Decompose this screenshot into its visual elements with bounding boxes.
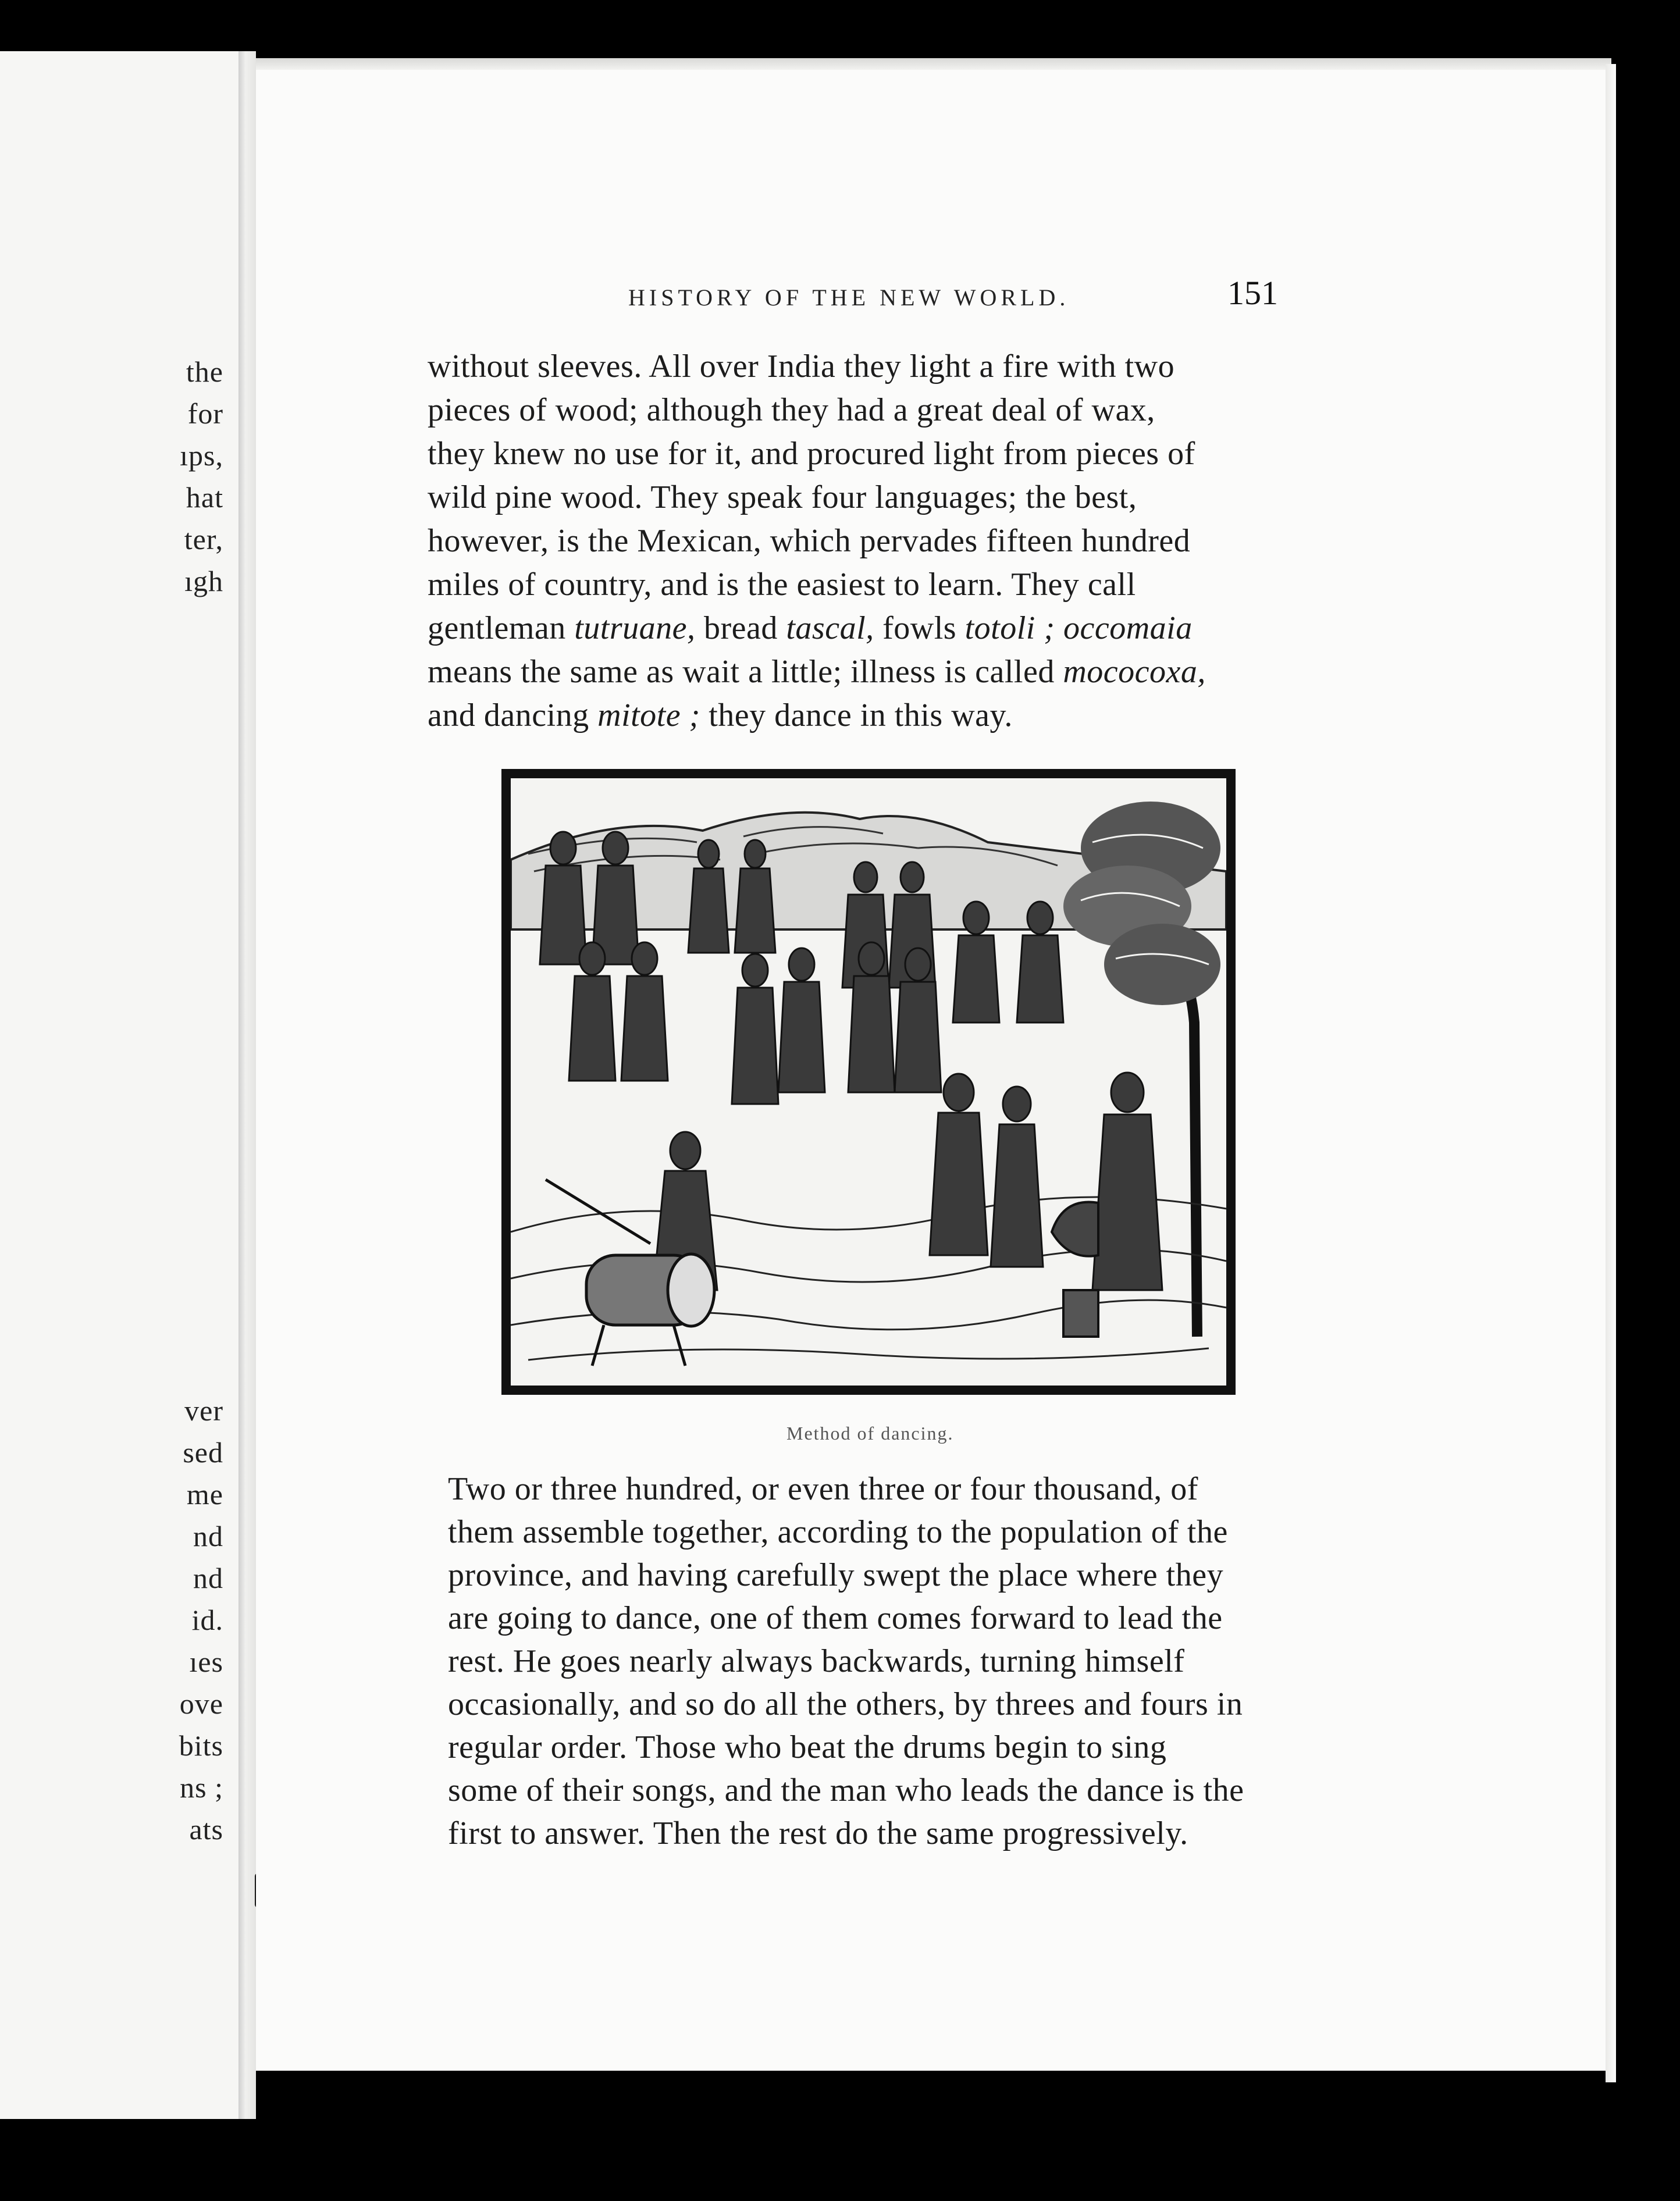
text-line: rest. He goes nearly always backwards, turning himself: [448, 1643, 1185, 1679]
text-line: [428, 653, 1206, 690]
text-line: them assemble together, according to the population of the: [448, 1514, 1228, 1550]
text-line: without sleeves. All over India they light a fire with two: [428, 348, 1175, 384]
left-fragment: ove: [179, 1687, 223, 1720]
text-line: first to answer. Then the rest do the same progressively.: [448, 1815, 1188, 1851]
page-number: 151: [1227, 274, 1278, 312]
italic-term: tutruane,: [574, 610, 696, 646]
left-facing-page: [0, 51, 239, 2119]
left-fragment: sed: [183, 1436, 223, 1469]
text-run: and dancing: [428, 697, 598, 733]
text-line: regular order. Those who beat the drums begin to sing: [448, 1729, 1167, 1765]
left-fragment: the: [186, 355, 223, 388]
text-line: occasionally, and so do all the others, by threes and fours in: [448, 1686, 1243, 1722]
left-fragment: ns ;: [180, 1771, 223, 1804]
left-fragment: ıgh: [184, 565, 223, 597]
text-line: some of their songs, and the man who leads the dance is the: [448, 1772, 1244, 1808]
left-fragment: bits: [179, 1729, 223, 1762]
italic-term: tascal,: [786, 610, 874, 646]
text-line: Two or three hundred, or even three or four thousand, of: [448, 1471, 1198, 1507]
left-fragment: ats: [189, 1813, 223, 1846]
running-head: HISTORY OF THE NEW WORLD.: [628, 284, 1070, 311]
page-top-edge: [256, 58, 1611, 71]
left-fragment: for: [187, 397, 223, 430]
figure-caption: Method of dancing.: [786, 1423, 954, 1444]
text-line: wild pine wood. They speak four languages; the best,: [428, 479, 1137, 515]
book-gutter: [239, 51, 256, 2119]
left-fragment: ıps,: [180, 439, 223, 472]
text-line: [428, 610, 1193, 647]
text-run: means the same as wait a little; illness is called: [428, 654, 1063, 690]
text-run: they dance in this way.: [700, 697, 1013, 733]
left-fragment: ver: [184, 1394, 223, 1427]
left-fragment: nd: [193, 1562, 223, 1594]
text-line: miles of country, and is the easiest to learn. They call: [428, 567, 1136, 603]
text-line: are going to dance, one of them comes forward to lead the: [448, 1600, 1223, 1636]
left-fragment: id.: [191, 1604, 223, 1636]
text-line: pieces of wood; although they had a great deal of wax,: [428, 392, 1155, 428]
text-line: province, and having carefully swept the place where they: [448, 1557, 1224, 1593]
italic-term: mitote ;: [597, 697, 700, 733]
left-fragment: hat: [186, 481, 223, 514]
woodcut-illustration: [501, 769, 1236, 1395]
text-run: gentleman: [428, 610, 575, 646]
text-run: fowls: [874, 610, 965, 646]
left-fragment: me: [186, 1478, 223, 1511]
text-line: however, is the Mexican, which pervades fifteen hundred: [428, 523, 1191, 559]
text-run: bread: [695, 610, 786, 646]
left-fragment: ıes: [189, 1646, 223, 1678]
italic-term: totoli ; occomaia: [964, 610, 1193, 646]
woodcut-image: [511, 778, 1226, 1386]
left-fragment: nd: [193, 1520, 223, 1552]
text-line: [428, 697, 1013, 734]
italic-term: mococoxa,: [1063, 654, 1206, 690]
text-line: they knew no use for it, and procured light from pieces of: [428, 436, 1195, 472]
left-fragment: ter,: [184, 523, 223, 555]
page-right-edge: [1606, 64, 1616, 2082]
